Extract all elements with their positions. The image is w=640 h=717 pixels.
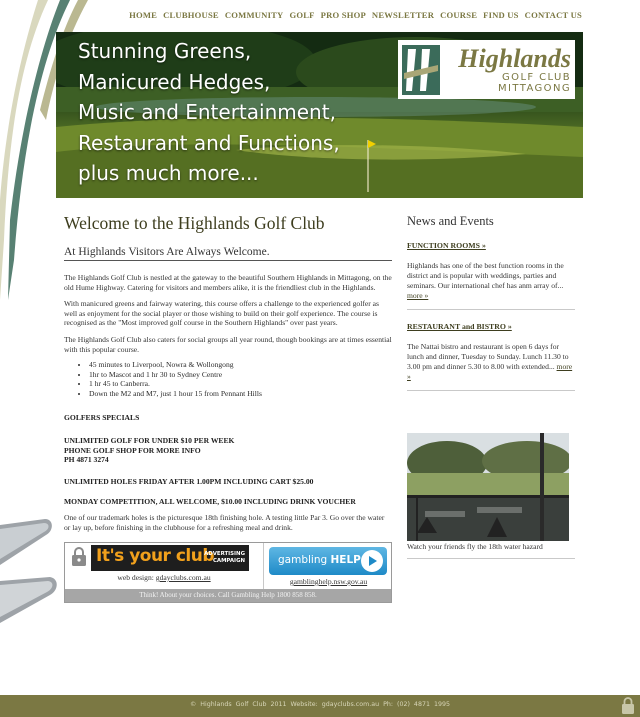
gh-word-bold: HELP bbox=[330, 554, 361, 566]
logo-mark-icon bbox=[402, 45, 440, 95]
list-item: • 1 hr 45 to Canberra. bbox=[89, 379, 392, 389]
banner-subtitle bbox=[204, 551, 245, 565]
page-title: Welcome to the Highlands Golf Club bbox=[64, 213, 325, 233]
its-your-club-banner[interactable] bbox=[91, 545, 249, 571]
golf-club-icon bbox=[0, 575, 60, 630]
gambling-help-ad bbox=[265, 543, 392, 589]
list-item: • 1hr to Mascot and 1 hr 30 to Sydney Centre bbox=[89, 370, 392, 380]
restaurant-desc: The Nattai bistro and restaurant is open 6 days for lunch and dinner, Tuesday to Sunday. Lunch 11.30 to 3.00 pm and dinner 5.30 to 8.00 with extended... bbox=[407, 342, 569, 371]
special-phone: PHONE GOLF SHOP FOR MORE INFO bbox=[64, 445, 201, 455]
nav-course[interactable]: COURSE bbox=[440, 10, 478, 20]
top-nav bbox=[129, 10, 582, 20]
logo-sub: GOLF CLUB bbox=[502, 71, 571, 83]
main-content bbox=[64, 213, 392, 532]
footer-text: © Highlands Golf Club 2011 Website: gdayclubs.com.au Ph: (02) 4871 1995 bbox=[190, 701, 450, 708]
hero-banner bbox=[56, 32, 583, 198]
banner-sub-line: CAMPAIGN bbox=[212, 558, 245, 564]
intro-paragraph: The Highlands Golf Club is nestled at the gateway to the beautiful Southern Highlands in Mittagong, on the old Hume Highway. Catering for visitors and members alike, it is the friendliest club in the Highlands. bbox=[64, 273, 392, 292]
nav-home[interactable]: HOME bbox=[129, 10, 158, 20]
banner-sub-line: ADVERTISING bbox=[204, 551, 245, 557]
divider bbox=[407, 309, 575, 310]
gambling-help-button[interactable] bbox=[269, 547, 387, 575]
special-monday: MONDAY COMPETITION, ALL WELCOME, $10.00 INCLUDING DRINK VOUCHER bbox=[64, 496, 356, 506]
arrow-right-icon bbox=[361, 550, 383, 572]
hero-headline bbox=[78, 36, 340, 189]
hero-line: Manicured Hedges, bbox=[78, 69, 271, 94]
course-paragraph: With manicured greens and fairway watering, this course offers a challenge to the experienced golfer as well as enjoyment for the social player or those wishing to build on their golf experience. The course is recognised as the "Most improved golf course in the Southern Highlands" over past years. bbox=[64, 299, 379, 328]
hero-line: plus much more... bbox=[78, 161, 259, 185]
club-logo[interactable] bbox=[398, 40, 575, 99]
function-rooms-desc: Highlands has one of the best function rooms in the district and is popular with weddings, parties and seminars. Our international chef has anm array of... bbox=[407, 261, 564, 290]
special-friday: UNLIMITED HOLES FRIDAY AFTER 1.00PM INCLUDING CART $25.00 bbox=[64, 476, 314, 486]
gambling-notice: Think! About your choices. Call Gambling Help 1800 858 858. bbox=[65, 589, 391, 602]
ads-box bbox=[64, 542, 392, 603]
club-ad bbox=[65, 543, 264, 589]
banner-title: It's your club bbox=[96, 546, 215, 566]
function-rooms-link[interactable]: FUNCTION ROOMS » bbox=[407, 241, 486, 250]
distance-list bbox=[64, 360, 392, 398]
golf-club-icon bbox=[0, 515, 55, 570]
sidebar-title: News and Events bbox=[407, 214, 494, 228]
nav-community[interactable]: COMMUNITY bbox=[224, 10, 284, 20]
restaurant-text bbox=[407, 342, 575, 382]
nav-clubhouse[interactable]: CLUBHOUSE bbox=[163, 10, 219, 20]
restaurant-link[interactable]: RESTAURANT and BISTRO » bbox=[407, 322, 512, 331]
web-design-label: web design: bbox=[117, 573, 154, 582]
lock-icon bbox=[621, 697, 635, 714]
function-rooms-text bbox=[407, 261, 575, 301]
special-unlimited-golf: UNLIMITED GOLF FOR UNDER $10 PER WEEK bbox=[64, 436, 235, 446]
logo-name: Highlands bbox=[458, 43, 571, 73]
nav-golf[interactable]: GOLF bbox=[289, 10, 315, 20]
function-rooms-more-link[interactable]: more » bbox=[407, 291, 429, 300]
nav-pro-shop[interactable]: PRO SHOP bbox=[320, 10, 366, 20]
specials-heading: GOLFERS SPECIALS bbox=[64, 412, 140, 422]
news-sidebar bbox=[407, 214, 575, 391]
nav-contact-us[interactable]: CONTACT US bbox=[524, 10, 582, 20]
divider bbox=[407, 390, 575, 391]
groups-paragraph: The Highlands Golf Club also caters for social groups all year round, though bookings are at times essential with this popular course. bbox=[64, 334, 392, 354]
hero-line: Stunning Greens, bbox=[78, 39, 252, 63]
photo-caption: Watch your friends fly the 18th water hazard bbox=[407, 542, 543, 551]
list-item: • Down the M2 and M7, just 1 hour 15 from Pennant Hills bbox=[89, 389, 392, 399]
web-design-credit bbox=[65, 573, 263, 582]
lock-icon bbox=[71, 547, 87, 566]
terrace-photo bbox=[407, 433, 569, 541]
divider bbox=[407, 558, 575, 559]
web-design-link[interactable]: gdayclubs.com.au bbox=[155, 573, 211, 582]
restaurant-more-link[interactable]: more » bbox=[407, 362, 573, 381]
gambling-help-link[interactable]: gamblinghelp.nsw.gov.au bbox=[289, 577, 368, 586]
hero-line: Music and Entertainment, bbox=[78, 100, 336, 124]
hero-line: Restaurant and Functions, bbox=[78, 130, 340, 155]
hole-paragraph: One of our trademark holes is the picturesque 18th finishing hole. A testing little Par 3. Go over the water or lay up, before finishing in the clubhouse for a refreshing meal and drink. bbox=[64, 513, 385, 532]
logo-location: MITTAGONG bbox=[498, 82, 571, 94]
gh-word: gambling bbox=[278, 554, 328, 566]
page-subtitle: At Highlands Visitors Are Always Welcome. bbox=[64, 246, 392, 261]
list-item: • 45 minutes to Liverpool, Nowra & Wollongong bbox=[89, 360, 392, 370]
nav-find-us[interactable]: FIND US bbox=[483, 10, 519, 20]
special-phone-number: PH 4871 3274 bbox=[64, 455, 109, 465]
nav-newsletter[interactable]: NEWSLETTER bbox=[371, 10, 435, 20]
page-footer bbox=[0, 695, 640, 717]
